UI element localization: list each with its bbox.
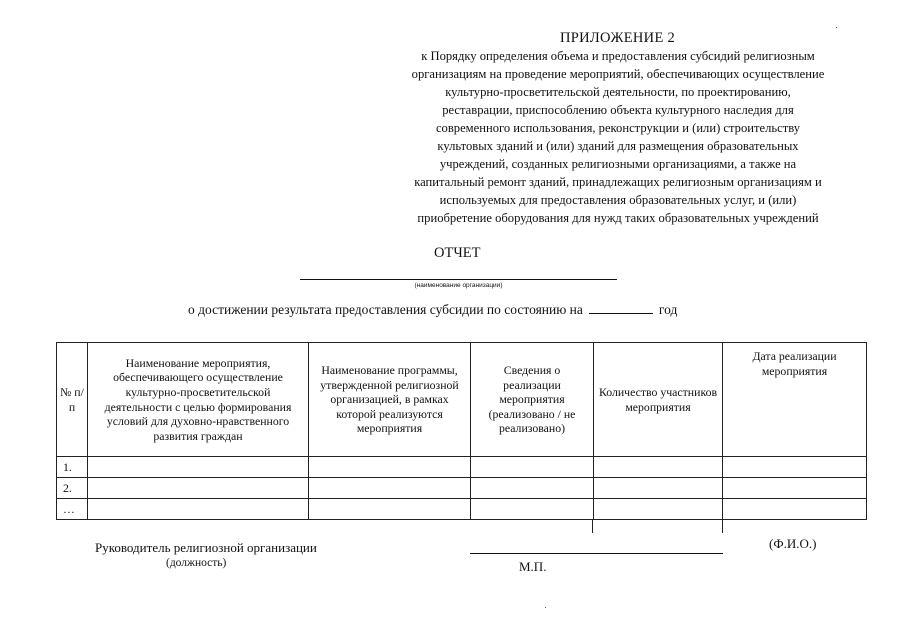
table-cell: [594, 499, 723, 520]
appendix-line: современного использования, реконструкции и (или) строительству: [435, 121, 801, 135]
appendix-line: культовых зданий и (или) зданий для размещения образовательных: [437, 139, 799, 153]
table-row: [57, 499, 867, 520]
scan-speck: [545, 607, 546, 608]
column-tick-mark: [722, 520, 723, 533]
table-cell: [594, 457, 723, 478]
table-cell: [471, 478, 594, 499]
header-program-name: Наименование программы, утвержденной религиозной организацией, в рамках которой реализуются мероприятия: [309, 343, 471, 457]
position-caption: (должность): [166, 557, 227, 569]
table-cell: [471, 457, 594, 478]
status-line: [188, 302, 677, 318]
column-tick-mark: [592, 520, 593, 533]
row-number: 2.: [57, 478, 88, 499]
table-cell: [723, 499, 867, 520]
table-row: [57, 478, 867, 499]
table-cell: [309, 478, 471, 499]
table-cell: [723, 457, 867, 478]
header-event-name: Наименование мероприятия, обеспечивающего осуществление культурно-просветительской деятельности с целью формирования условий для духовно-нравственного развития граждан: [88, 343, 309, 457]
row-number: 1.: [57, 457, 88, 478]
header-implementation-date: Дата реализации мероприятия: [723, 343, 867, 457]
appendix-body: [372, 47, 864, 227]
table-cell: [88, 457, 309, 478]
row-number: …: [57, 499, 88, 520]
table-row: [57, 457, 867, 478]
table-cell: [309, 499, 471, 520]
appendix-line: приобретение оборудования для нужд таких образовательных учреждений: [417, 211, 819, 225]
report-title: ОТЧЕТ: [434, 245, 481, 261]
appendix-line: к Порядку определения объема и предоставления субсидий религиозным: [421, 49, 815, 63]
organization-name-caption: (наименование организации): [414, 282, 503, 289]
header-number: № п/п: [57, 343, 88, 457]
organization-name-line: [300, 279, 617, 280]
appendix-line: организациям на проведение мероприятий, обеспечивающих осуществление: [411, 67, 825, 81]
signature-line: [470, 553, 723, 554]
status-prefix: о достижении результата предоставления субсидии по состоянию на: [188, 302, 583, 317]
table-cell: [723, 478, 867, 499]
report-table: [56, 342, 867, 520]
table-header-row: [57, 343, 867, 457]
appendix-title: ПРИЛОЖЕНИЕ 2: [560, 30, 676, 46]
header-implementation-status: Сведения о реализации мероприятия (реализовано / не реализовано): [471, 343, 594, 457]
table-cell: [471, 499, 594, 520]
table-cell: [594, 478, 723, 499]
table-cell: [88, 499, 309, 520]
date-blank: [589, 313, 653, 314]
header-participants-count: Количество участников мероприятия: [594, 343, 723, 457]
appendix-line: культурно-просветительской деятельности, по проектированию,: [445, 85, 791, 99]
status-suffix: год: [658, 302, 678, 317]
appendix-line: используемых для предоставления образовательных услуг, и (или): [439, 193, 797, 207]
appendix-line: учреждений, созданных религиозными организациями, а также на: [439, 157, 797, 171]
scan-speck: [836, 27, 837, 28]
appendix-line: реставрации, приспособлению объекта культурного наследия для: [442, 103, 794, 117]
table-cell: [309, 457, 471, 478]
head-position-label: Руководитель религиозной организации: [95, 540, 317, 555]
fio-label: (Ф.И.О.): [769, 536, 817, 551]
appendix-line: капитальный ремонт зданий, принадлежащих религиозным организациям и: [414, 175, 822, 189]
table-cell: [88, 478, 309, 499]
stamp-label: М.П.: [519, 559, 547, 574]
